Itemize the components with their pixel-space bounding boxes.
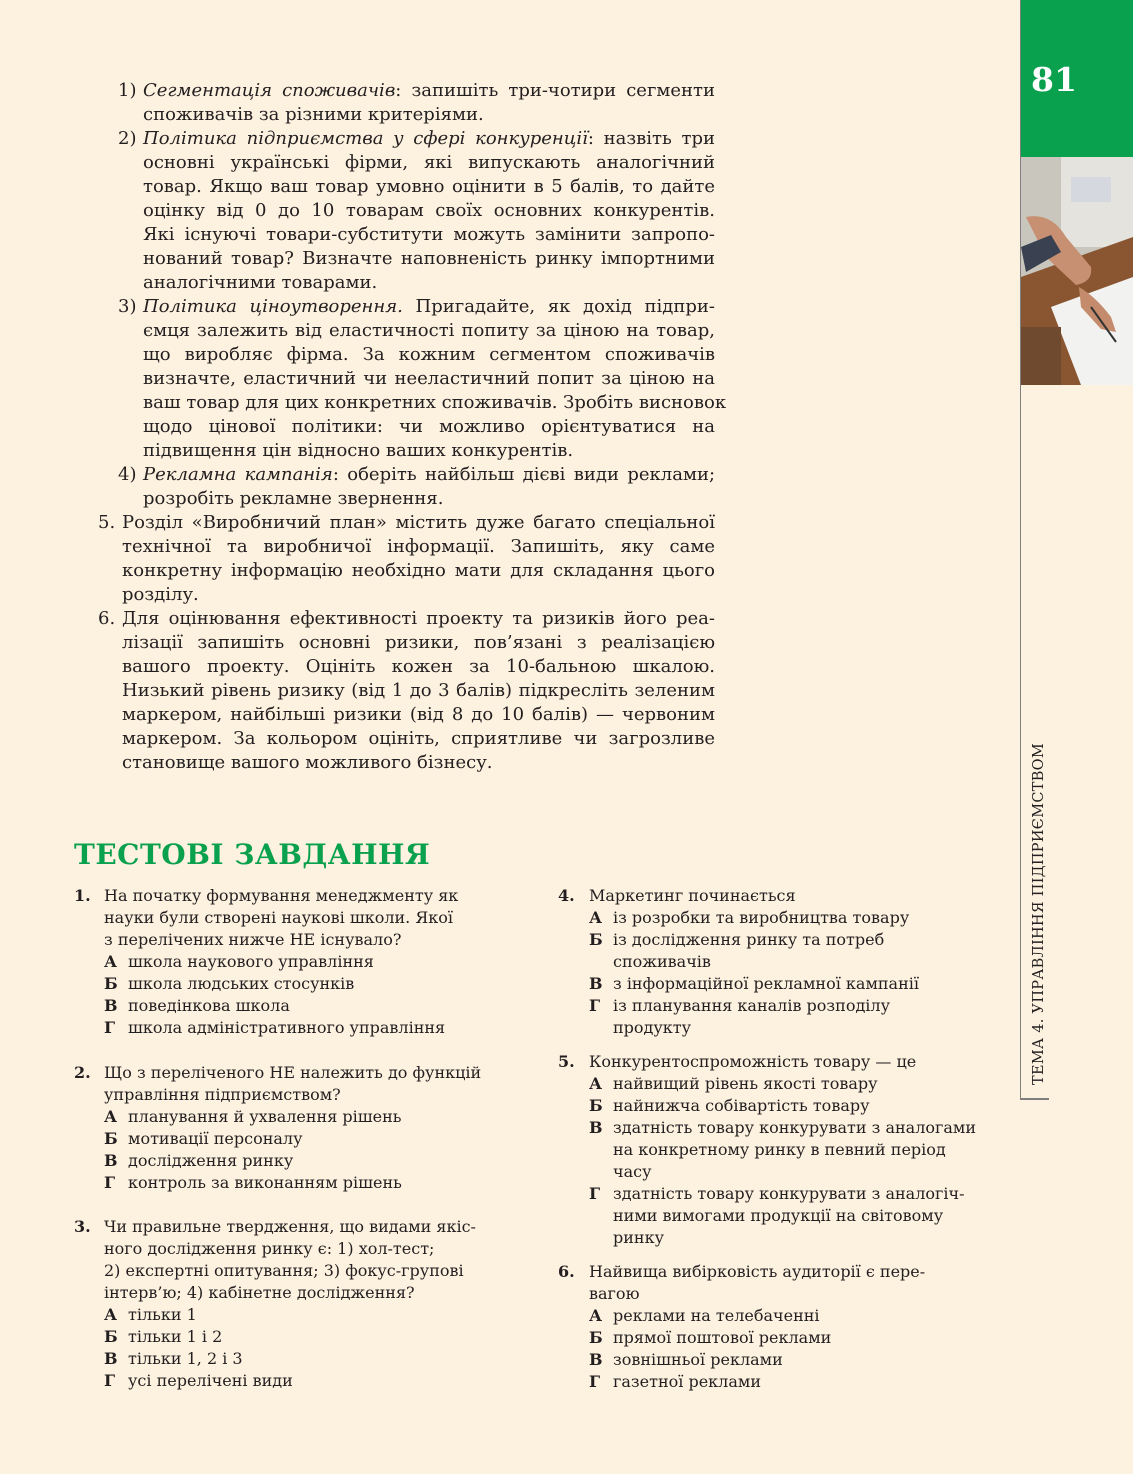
question-line: Найвища вибірковість аудиторії є пере- [589,1262,926,1281]
answer-option[interactable]: Г здатність товару конкурувати з аналогіч- [589,1184,965,1203]
answer-option[interactable]: Б із дослідження ринку та потреб [589,930,885,949]
topic-label: ТЕМА 4. УПРАВЛІННЯ ПІДПРИЄМСТВОМ [1031,743,1047,1085]
item-line: маркером, найбільші ризики (від 8 до 10 балів) — червоним [122,704,715,725]
answer-option[interactable]: В здатність товару конкурувати з аналогами [589,1118,977,1137]
item-line: розділу. [122,584,199,605]
answer-option[interactable]: Б найнижча собівартість товару [589,1096,870,1115]
answer-option[interactable]: Г школа адміністративного управління [104,1018,446,1037]
answer-option-continuation: часу [613,1162,652,1181]
question-line: ного дослідження ринку є: 1) хол-тест; [104,1239,435,1258]
item-line: технічної та виробничої інформації. Запишіть, яку саме [122,536,715,557]
answer-option[interactable]: Г контроль за виконанням рішень [104,1173,402,1192]
page-number: 81 [1031,60,1077,99]
subitem-line: оцінку від 0 до 10 товарам своїх основних конкурентів. [143,200,715,221]
subitem-number: 2) [118,128,137,149]
subitem-line: визначте, еластичний чи нееластичний попит за ціною на [143,368,715,389]
subitem-line: підвищення цін відносно ваших конкурентів. [143,440,574,461]
question-line: науки були створені наукові школи. Якої [104,908,453,927]
answer-option[interactable]: Б школа людських стосунків [104,974,355,993]
subitem-line: що виробляє фірма. За кожним сегментом споживачів [143,344,715,365]
answer-option[interactable]: Г із планування каналів розподілу [589,996,890,1015]
answer-option-continuation: на конкретному ринку в певний період [613,1140,946,1159]
subitem-line: товар. Якщо ваш товар умовно оцінити в 5 балів, то дайте [143,176,715,197]
item-line: Для оцінювання ефективності проекту та ризиків його реа- [122,608,715,629]
question-number: 1. [74,886,91,905]
subitem-line: щодо цінової політики: чи можливо орієнтуватися на [143,416,715,437]
question-line: На початку формування менеджменту як [104,886,459,905]
subitem-line: споживачів за різними критеріями. [143,104,484,125]
business-hands-image [1021,157,1133,385]
question-line: вагою [589,1284,640,1303]
question-line: з перелічених нижче НЕ існувало? [104,930,402,949]
answer-option[interactable]: А найвищий рівень якості товару [589,1074,878,1093]
answer-option[interactable]: А тільки 1 [104,1305,197,1324]
item-number: 5. [98,512,116,533]
answer-option[interactable]: Г усі перелічені види [104,1371,293,1390]
subitem-line: ваш товар для цих конкретних споживачів. Зробіть висновок [143,392,727,413]
question-line: Що з переліченого НЕ належить до функцій [104,1063,482,1082]
subitem-line: Рекламна кампанія: оберіть найбільш дієві види реклами; [143,464,716,485]
subitem-line: Політика ціноутворення. Пригадайте, як дохід підпри- [143,296,715,317]
subitem-line: Які існуючі товари-субститути можуть замінити запропо- [143,224,715,245]
answer-option[interactable]: Г газетної реклами [589,1372,761,1391]
subitem-number: 1) [118,80,137,101]
answer-option[interactable]: В з інформаційної рекламної кампанії [589,974,919,993]
section-title: ТЕСТОВІ ЗАВДАННЯ [74,838,431,871]
answer-option[interactable]: В поведінкова школа [104,996,290,1015]
answer-option[interactable]: В дослідження ринку [104,1151,294,1170]
answer-option[interactable]: А реклами на телебаченні [589,1306,820,1325]
question-number: 3. [74,1217,91,1236]
page-number-tab [1021,0,1133,157]
subitem-line: Сегментація споживачів: запишіть три-чотири сегменти [143,80,715,101]
topic-underline [1021,1098,1049,1100]
question-line: Маркетинг починається [589,886,796,905]
question-line: управління підприємством? [104,1085,341,1104]
answer-option[interactable]: В тільки 1, 2 і 3 [104,1349,243,1368]
subitem-line: основні українські фірми, які випускають аналогічний [143,152,715,173]
answer-option-continuation: ринку [613,1228,664,1247]
answer-option[interactable]: А школа наукового управління [104,952,374,971]
answer-option[interactable]: Б мотивації персоналу [104,1129,303,1148]
item-line: вашого проекту. Оцініть кожен за 10-бальною шкалою. [122,656,715,677]
question-line: Конкурентоспроможність товару — це [589,1052,917,1071]
answer-option[interactable]: Б тільки 1 і 2 [104,1327,223,1346]
item-line: конкретну інформацію необхідно мати для складання цього [122,560,715,581]
answer-option[interactable]: В зовнішньої реклами [589,1350,783,1369]
item-line: маркером. За кольором оцініть, сприятливе чи загрозливе [122,728,715,749]
question-number: 4. [558,886,575,905]
question-number: 6. [558,1262,575,1281]
item-line: лізації запишіть основні ризики, пов’язані з реалізацією [122,632,715,653]
item-line: становище вашого можливого бізнесу. [122,752,493,773]
answer-option-continuation: ними вимогами продукції на світовому [613,1206,944,1225]
answer-option[interactable]: А із розробки та виробництва товару [589,908,910,927]
subitem-line: Політика підприємства у сфері конкуренції: назвіть три [143,128,715,149]
subitem-line: аналогічними товарами. [143,272,378,293]
item-line: Розділ «Виробничий план» містить дуже багато спеціальної [122,512,715,533]
answer-option[interactable]: А планування й ухвалення рішень [104,1107,402,1126]
topic-sidebar [1031,720,1061,1085]
answer-option-continuation: споживачів [613,952,711,971]
business-photo [1021,157,1133,385]
question-number: 2. [74,1063,91,1082]
subitem-line: ємця залежить від еластичності попиту за ціною на товар, [143,320,715,341]
item-number: 6. [98,608,116,629]
subitem-number: 3) [118,296,137,317]
subitem-line: розробіть рекламне звернення. [143,488,444,509]
question-line: інтерв’ю; 4) кабінетне дослідження? [104,1283,415,1302]
subitem-line: нований товар? Визначте наповненість ринку імпортними [143,248,715,269]
answer-option[interactable]: Б прямої поштової реклами [589,1328,832,1347]
question-number: 5. [558,1052,575,1071]
subitem-number: 4) [118,464,137,485]
item-line: Низький рівень ризику (від 1 до 3 балів) підкресліть зеленим [122,680,715,701]
question-line: Чи правильне твердження, що видами якіс- [104,1217,476,1236]
answer-option-continuation: продукту [613,1018,692,1037]
question-line: 2) експертні опитування; 3) фокус-групові [104,1261,464,1280]
